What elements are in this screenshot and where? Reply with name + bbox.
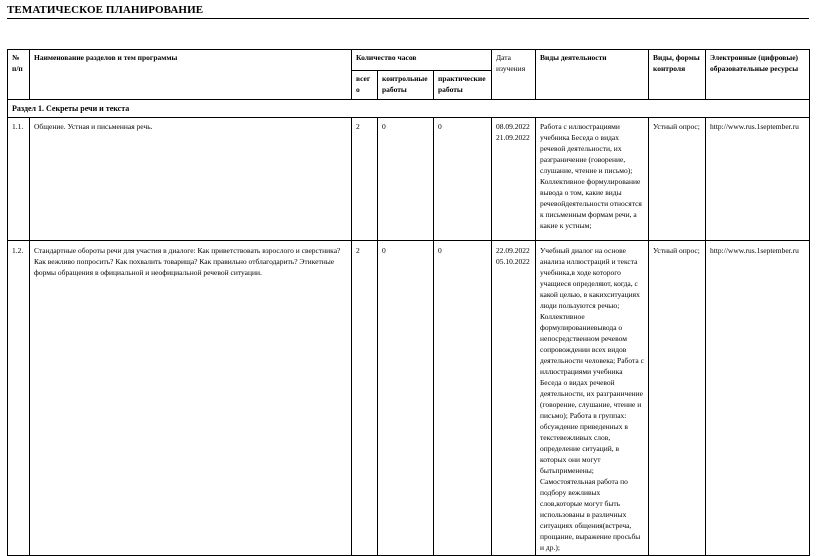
row-date-start: 22.09.2022 — [496, 246, 530, 255]
header-name: Наименование разделов и тем программы — [30, 50, 352, 100]
row-activities: Учебный диалог на основе анализа иллюстраций и текста учебника,в ходе которого учащиеся определяют, когда, с какой целью, в какихситуациях люди пользуются речью; Коллективное формулированиевывода о непосредственном речевом сопровождении всех видов деятельности человека; Работа с иллюстрациями учебника Беседа о видах речевой деятельности, их разграничение (говорение, слушание, чтение и письмо); Работа в группах: обсуждение приведенных в текстевежливых слов, определение ситуаций, в которых они могут бытьприменены; Самостоятельная работа по подбору вежливых слов,которые могут быть использованы в различных ситуациях общения(встреча, прощание, выражение просьбы и др.); — [536, 241, 649, 556]
title-underline — [7, 18, 809, 19]
row-practical: 0 — [434, 241, 492, 556]
row-total: 2 — [352, 118, 378, 241]
row-date-end: 05.10.2022 — [496, 257, 530, 266]
section-row — [8, 100, 810, 118]
row-resources: http://www.rus.1september.ru — [706, 241, 810, 556]
header-forms: Виды, формы контроля — [649, 50, 706, 100]
row-resources: http://www.rus.1september.ru — [706, 118, 810, 241]
header-num: № п/п — [8, 50, 30, 100]
header-total: всего — [352, 71, 378, 100]
row-num: 1.2. — [8, 241, 30, 556]
row-name: Общение. Устная и письменная речь. — [30, 118, 352, 241]
row-name: Стандартные обороты речи для участия в диалоге: Как приветствовать взрослого и сверстника? Как вежливо попросить? Как похвалить товарища? Как правильно отблагодарить? Этикетные формы обращения в официальной и неофициальной речевой ситуации. — [30, 241, 352, 556]
row-forms: Устный опрос; — [649, 241, 706, 556]
header-date: Дата изучения — [492, 50, 536, 100]
section-title: Раздел 1. Секреты речи и текста — [8, 100, 810, 118]
row-control: 0 — [378, 241, 434, 556]
header-activities: Виды деятельности — [536, 50, 649, 100]
row-date-end: 21.09.2022 — [496, 133, 530, 142]
header-row — [8, 50, 810, 71]
row-date — [492, 241, 536, 556]
row-activities: Работа с иллюстрациями учебника Беседа о видах речевой деятельности, их разграничение (говорение, слушание, чтение и письмо); Коллективное формулирование вывода о том, какие виды речевойдеятельности относятся к письменным формам речи, а какие к устным; — [536, 118, 649, 241]
table-row — [8, 241, 810, 556]
row-num: 1.1. — [8, 118, 30, 241]
row-total: 2 — [352, 241, 378, 556]
row-forms: Устный опрос; — [649, 118, 706, 241]
header-hours: Количество часов — [352, 50, 492, 71]
row-control: 0 — [378, 118, 434, 241]
planning-table — [7, 49, 810, 556]
row-date-start: 08.09.2022 — [496, 122, 530, 131]
row-date — [492, 118, 536, 241]
header-control: контрольные работы — [378, 71, 434, 100]
page-title: ТЕМАТИЧЕСКОЕ ПЛАНИРОВАНИЕ — [7, 4, 204, 16]
row-practical: 0 — [434, 118, 492, 241]
table-row — [8, 118, 810, 241]
header-resources: Электронные (цифровые) образовательные ресурсы — [706, 50, 810, 100]
header-practical: практические работы — [434, 71, 492, 100]
